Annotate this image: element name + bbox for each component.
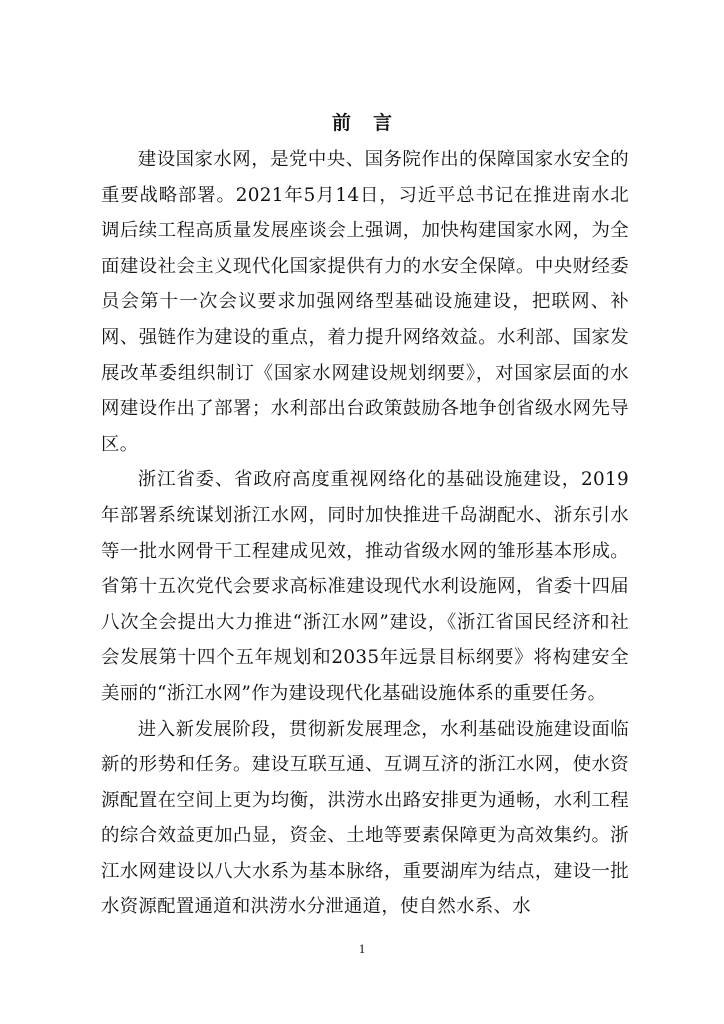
paragraph-3: 进入新发展阶段，贯彻新发展理念，水利基础设施建设面临新的形势和任务。建设互联互通、互调互济的浙江水网，使水资源配置在空间上更为均衡，洪涝水出路安排更为通畅，水利工程的综合效益更加凸显，资金、土地等要素保障更为高效集约。浙江水网建设以八大水系为基本脉络，重要湖库为结点，建设一批水资源配置通道和洪涝水分泄通道，使自然水系、水: [101, 718, 629, 918]
paragraph-1: 建设国家水网，是党中央、国务院作出的保障国家水安全的重要战略部署。2021年5月14日，习近平总书记在推进南水北调后续工程高质量发展座谈会上强调，加快构建国家水网，为全面建设社会主义现代化国家提供有力的水安全保障。中央财经委员会第十一次会议要求加强网络型基础设施建设，把联网、补网、强链作为建设的重点，着力提升网络效益。水利部、国家发展改革委组织制订《国家水网建设规划纲要》，对国家层面的水网建设作出了部署；水利部出台政策鼓励各地争创省级水网先导区。: [101, 149, 629, 455]
document-body: [101, 142, 629, 925]
page-number: 1: [358, 941, 366, 956]
page-title: 前言: [331, 112, 414, 134]
paragraph-2: 浙江省委、省政府高度重视网络化的基础设施建设，2019年部署系统谋划浙江水网，同时加快推进千岛湖配水、浙东引水等一批水网骨干工程建成见效，推动省级水网的雏形基本形成。省第十五次党代会要求高标准建设现代水利设施网，省委十四届八次全会提出大力推进“浙江水网”建设，《浙江省国民经济和社会发展第十四个五年规划和2035年远景目标纲要》将构建安全美丽的“浙江水网”作为建设现代化基础设施体系的重要任务。: [101, 469, 629, 704]
